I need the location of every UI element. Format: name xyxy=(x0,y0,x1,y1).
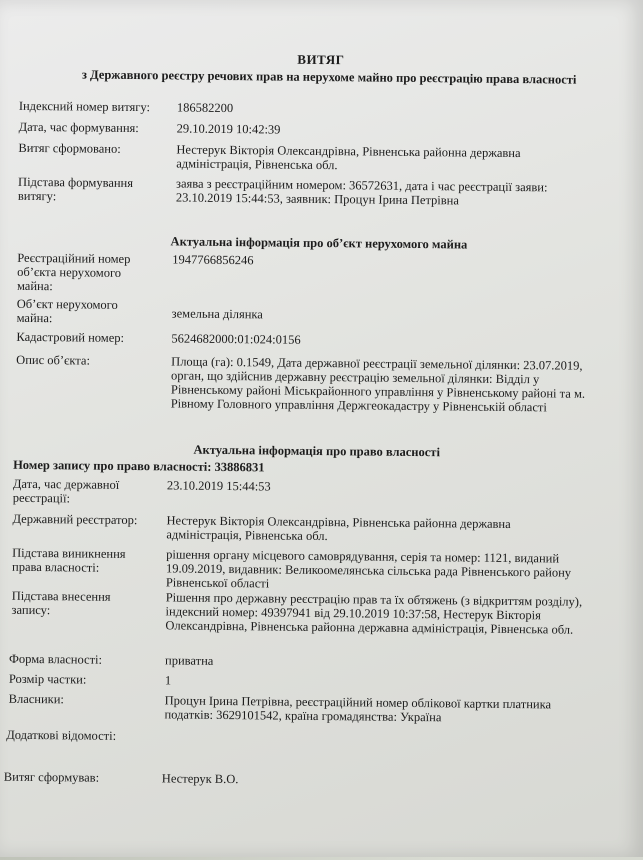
field-value: Площа (га): 0.1549, Дата державної реєстрації земельної ділянки: 23.07.2019, орган, що здійснив державну реєстрацію земельної ділянки: Відділ у Рівненському районі Міськрайонного управління у Рівненському районі та м. Рівному Головного управління Держгеокадастру у Рівненській області xyxy=(170,354,586,415)
field-label: Підстава внесення запису: xyxy=(11,588,111,618)
field-value: 186582200 xyxy=(176,100,234,116)
field-label: Реєстраційний номер об’єкта нерухомого майна: xyxy=(16,250,131,294)
document-title: ВИТЯГ xyxy=(297,51,345,68)
field-value: 1947766856246 xyxy=(172,252,254,268)
field-label: Власники: xyxy=(8,691,65,707)
ownership-section-heading: Актуальна інформація про право власності xyxy=(193,442,441,460)
field-value: Нестерук Вікторія Олександрівна, Рівненська районна державна адміністрація, Рівненська обл. xyxy=(166,513,511,544)
field-value: Рішення про державну реєстрацію прав та їх обтяжень (з відкриттям розділу), індексний номер: 49397941 від 29.10.2019 10:37:58, Нестерук Вікторія Олександрівна, Рівненська районна державна адміністрація, Рівненська обл. xyxy=(165,590,583,637)
field-label: Опис об’єкта: xyxy=(16,352,91,368)
field-value: Нестерук Вікторія Олександрівна, Рівненська районна державна адміністрація, Рівненська обл. xyxy=(176,142,521,173)
field-label: Кадастровий номер: xyxy=(16,329,125,345)
field-value: 1 xyxy=(164,673,172,688)
field-value: 23.10.2019 15:44:53 xyxy=(166,478,271,494)
field-value: Нестерук В.О. xyxy=(161,771,239,787)
field-label: Підстава формування витягу: xyxy=(17,174,134,204)
field-label: Дата, час державної реєстрації: xyxy=(12,476,120,506)
field-label: Витяг сформував: xyxy=(3,769,100,785)
document-subtitle: з Державного реєстру речових прав на нерухоме майно про реєстрацію права власності xyxy=(81,67,577,87)
field-value: 29.10.2019 10:42:39 xyxy=(176,121,281,137)
field-label: Додаткові відомості: xyxy=(6,727,117,743)
field-value xyxy=(164,729,594,734)
field-value: земельна ділянка xyxy=(171,306,263,322)
ownership-record-number: Номер запису про право власності: 33886831 xyxy=(13,457,265,475)
field-value: Процун Ірина Петрівна, реєстраційний номер облікової картки платника податків: 3629101542, країна громадянства: Україна xyxy=(164,693,552,725)
field-value: рішення органу місцевого самоврядування, серія та номер: 1121, виданий 19.09.2019, видавник: Великоомелянська сільська рада Рівненського району Рівненської області xyxy=(165,547,572,591)
field-label: Об’єкт нерухомого майна: xyxy=(16,296,118,326)
field-value: 5624682000:01:024:0156 xyxy=(171,331,301,347)
field-label: Форма власності: xyxy=(9,651,103,667)
field-value: заява з реєстраційним номером: 36572631, дата і час реєстрації заяви: 23.10.2019 15:44:53, заявник: Процун Ірина Петрівна xyxy=(175,176,548,208)
field-label: Дата, час формування: xyxy=(18,119,139,136)
field-label: Витяг сформовано: xyxy=(18,140,121,156)
field-value: приватна xyxy=(165,653,214,668)
field-label: Індексний номер витягу: xyxy=(18,98,151,115)
object-section-heading: Актуальна інформація про об’єкт нерухомого майна xyxy=(170,234,468,252)
field-label: Розмір частки: xyxy=(8,671,87,687)
field-label: Підстава виникнення права власності: xyxy=(11,545,126,575)
field-label: Державний реєстратор: xyxy=(12,511,138,528)
